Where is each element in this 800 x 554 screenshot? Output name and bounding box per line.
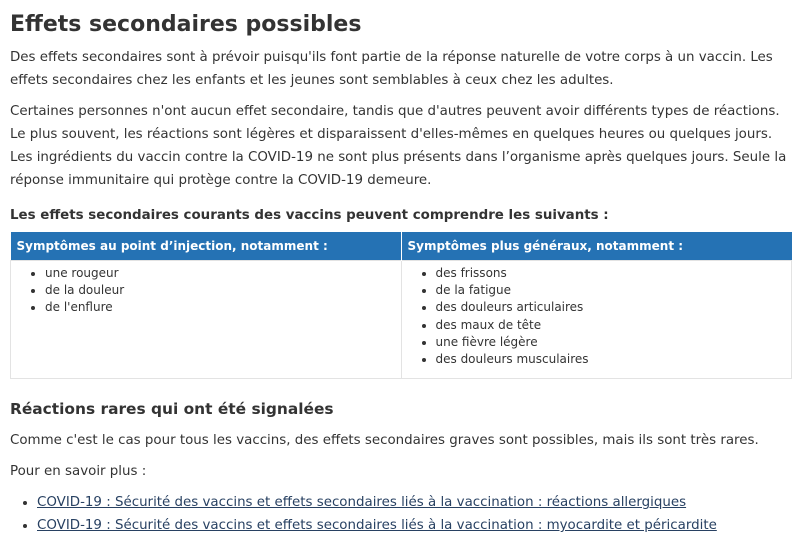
- more-info-label: Pour en savoir plus :: [10, 464, 147, 480]
- rare-reactions-heading: Réactions rares qui ont été signalées: [10, 400, 334, 419]
- list-item: • des frissons: [436, 265, 786, 282]
- table-intro: Les effets secondaires courants des vaccins peuvent comprendre les suivants :: [10, 208, 609, 223]
- general-symptoms-cell: [401, 261, 792, 379]
- page-title: Effets secondaires possibles: [10, 12, 362, 37]
- col-general-header: Symptômes plus généraux, notamment :: [401, 232, 792, 261]
- col-injection-site-header: Symptômes au point d’injection, notamment :: [11, 232, 402, 261]
- side-effects-table: [10, 232, 792, 379]
- myocarditis-link[interactable]: COVID-19 : Sécurité des vaccins et effets secondaires liés à la vaccination : myocardite et péricardite: [37, 518, 717, 534]
- list-item: [37, 491, 792, 514]
- list-item: • une fièvre légère: [436, 334, 786, 351]
- list-item: • de l'enflure: [45, 299, 395, 316]
- reactions-paragraph: Certaines personnes n'ont aucun effet secondaire, tandis que d'autres peuvent avoir différents types de réactions. Le plus souvent, les réactions sont légères et disparaissent d'elles-mêmes en quelques heures ou quelques jours. Les ingrédients du vaccin contre la COVID-19 ne sont plus présents dans l’organisme après quelques jours. Seule la réponse immunitaire qui protège contre la COVID-19 demeure.: [10, 104, 787, 188]
- more-info-links: [10, 491, 792, 537]
- general-symptoms-list: [408, 265, 786, 368]
- injection-site-cell: [11, 261, 402, 379]
- list-item: [37, 514, 792, 537]
- list-item: • de la fatigue: [436, 282, 786, 299]
- list-item: • de la douleur: [45, 282, 395, 299]
- list-item: • une rougeur: [45, 265, 395, 282]
- list-item: • des douleurs musculaires: [436, 351, 786, 368]
- list-item: • des douleurs articulaires: [436, 299, 786, 316]
- list-item: • des maux de tête: [436, 317, 786, 334]
- rare-reactions-paragraph: Comme c'est le cas pour tous les vaccins, des effets secondaires graves sont possibles, mais ils sont très rares.: [10, 433, 759, 449]
- intro-paragraph: Des effets secondaires sont à prévoir puisqu'ils font partie de la réponse naturelle de votre corps à un vaccin. Les effets secondaires chez les enfants et les jeunes sont semblables à ceux chez les adultes.: [10, 50, 773, 88]
- table-header-row: [11, 232, 792, 261]
- allergic-reactions-link[interactable]: COVID-19 : Sécurité des vaccins et effets secondaires liés à la vaccination : réactions allergiques: [37, 495, 687, 511]
- table-row: [11, 261, 792, 379]
- injection-site-list: [17, 265, 395, 317]
